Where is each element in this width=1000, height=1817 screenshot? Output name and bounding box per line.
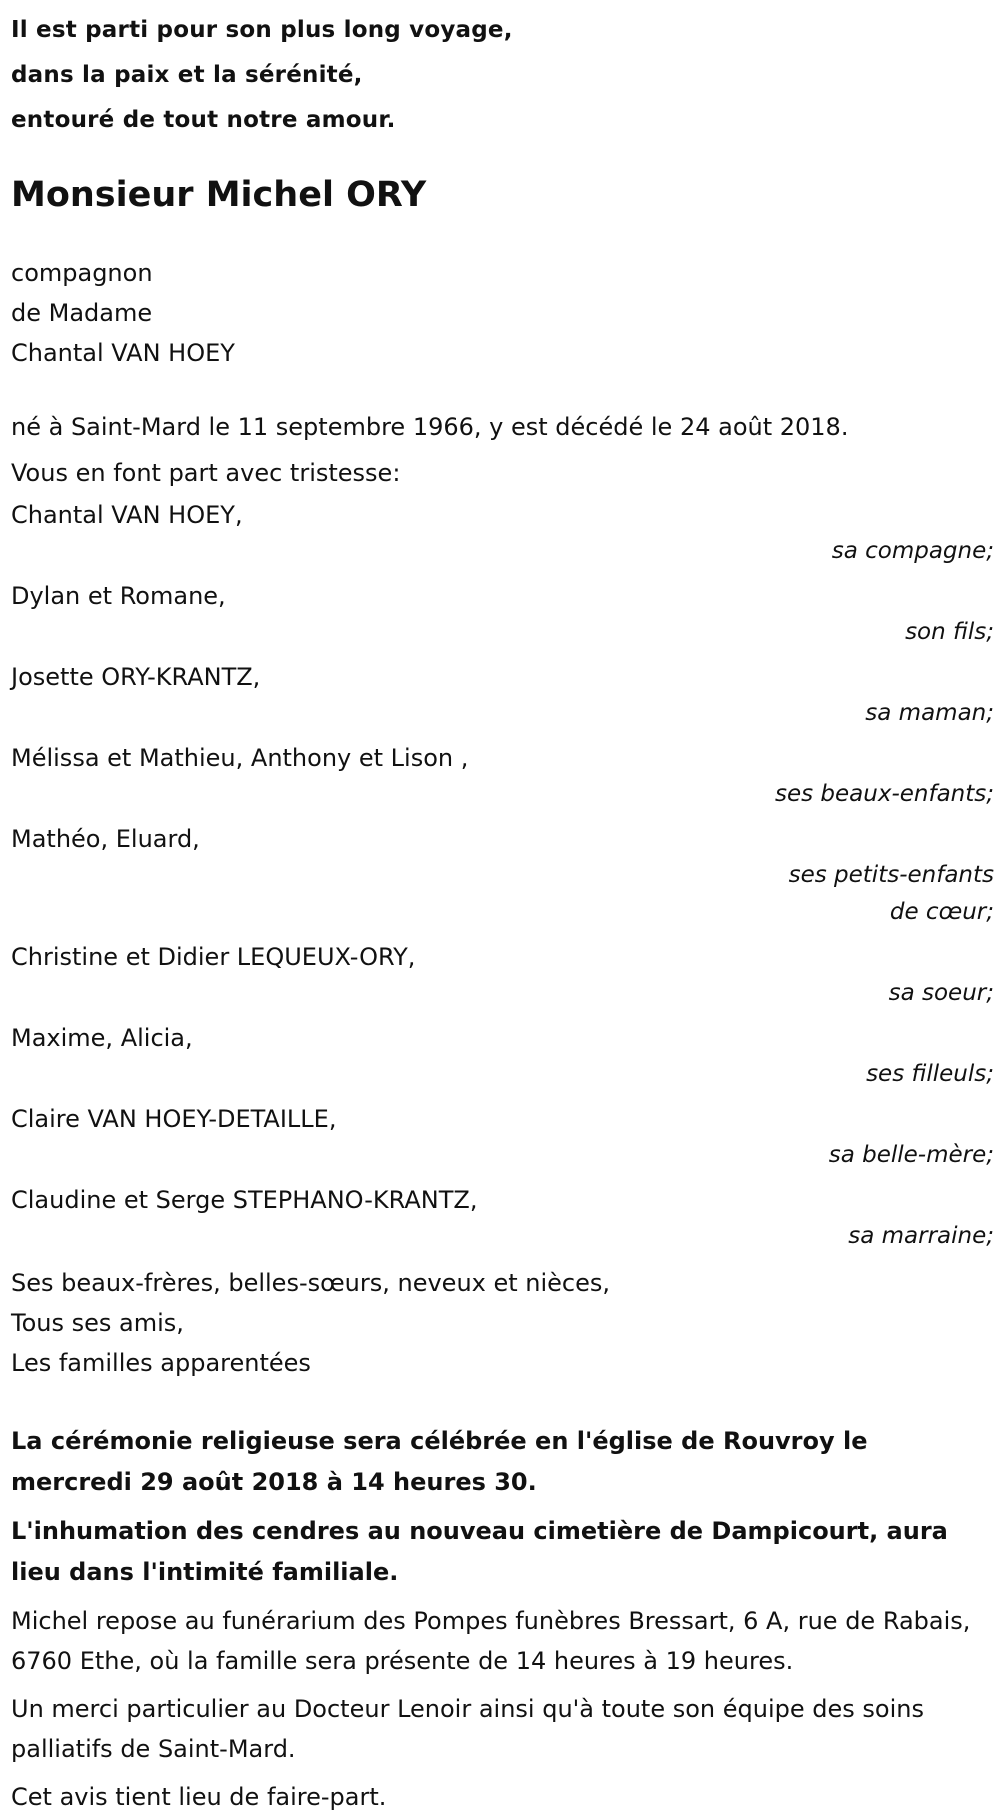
partner-line: compagnon <box>11 259 153 287</box>
epitaph-line: Il est parti pour son plus long voyage, <box>11 17 513 43</box>
other-relatives-line: Les familles apparentées <box>11 1349 311 1377</box>
inhumation-paragraph: L'inhumation des cendres au nouveau cimetière de Dampicourt, aura lieu dans l'intimité familiale. <box>11 1517 948 1586</box>
family-relation: ses beaux-enfants; <box>774 781 994 807</box>
family-row <box>11 740 994 813</box>
other-relatives <box>11 1263 995 1383</box>
family-relation: sa marraine; <box>848 1223 994 1249</box>
family-relation: ses petits-enfants <box>788 862 994 888</box>
funerarium-paragraph: Michel repose au funérarium des Pompes funèbres Bressart, 6 A, rue de Rabais, 6760 Ethe, où la famille sera présente de 14 heures à 19 heures. <box>11 1607 971 1675</box>
family-relation: de cœur; <box>889 899 994 925</box>
family-row <box>11 1020 994 1093</box>
other-relatives-line: Tous ses amis, <box>11 1309 184 1337</box>
family-member-name: Mélissa et Mathieu, Anthony et Lison , <box>11 744 469 772</box>
partner-line: de Madame <box>11 299 153 327</box>
family-member-name: Mathéo, Eluard, <box>11 825 200 853</box>
family-row <box>11 659 994 732</box>
partner-line: Chantal VAN HOEY <box>11 339 235 367</box>
family-row <box>11 578 994 651</box>
ceremony-paragraph: La cérémonie religieuse sera célébrée en l'église de Rouvroy le mercredi 29 août 2018 à 14 heures 30. <box>11 1427 868 1496</box>
family-member-name: Dylan et Romane, <box>11 582 226 610</box>
family-row <box>11 1182 994 1255</box>
announcement-intro: Vous en font part avec tristesse: <box>11 459 401 487</box>
family-relation: sa soeur; <box>888 980 994 1006</box>
family-row <box>11 1101 994 1174</box>
family-member-name: Maxime, Alicia, <box>11 1024 193 1052</box>
family-relation: sa compagne; <box>831 538 994 564</box>
family-row <box>11 821 994 931</box>
family-relation: sa maman; <box>865 700 994 726</box>
family-relation: ses filleuls; <box>866 1061 994 1087</box>
family-member-name: Chantal VAN HOEY, <box>11 501 243 529</box>
other-relatives-line: Ses beaux-frères, belles-sœurs, neveux et nièces, <box>11 1269 611 1297</box>
birth-death-line: né à Saint-Mard le 11 septembre 1966, y est décédé le 24 août 2018. <box>11 413 849 441</box>
family-row <box>11 497 994 570</box>
epitaph <box>11 0 995 143</box>
epitaph-line: entouré de tout notre amour. <box>11 107 396 133</box>
family-member-name: Josette ORY-KRANTZ, <box>11 663 261 691</box>
closing-line: Cet avis tient lieu de faire-part. <box>11 1783 387 1811</box>
family-member-name: Christine et Didier LEQUEUX-ORY, <box>11 943 416 971</box>
family-relation: sa belle-mère; <box>828 1142 994 1168</box>
family-relation: son fils; <box>905 619 994 645</box>
thanks-paragraph: Un merci particulier au Docteur Lenoir ainsi qu'à toute son équipe des soins palliatifs de Saint-Mard. <box>11 1695 924 1763</box>
deceased-name: Monsieur Michel ORY <box>11 175 427 215</box>
family-member-name: Claudine et Serge STEPHANO-KRANTZ, <box>11 1186 478 1214</box>
family-list <box>11 497 994 1255</box>
family-row <box>11 939 994 1012</box>
ceremony-details <box>11 1421 995 1817</box>
family-member-name: Claire VAN HOEY-DETAILLE, <box>11 1105 337 1133</box>
partner-block <box>11 253 995 373</box>
epitaph-line: dans la paix et la sérénité, <box>11 62 363 88</box>
